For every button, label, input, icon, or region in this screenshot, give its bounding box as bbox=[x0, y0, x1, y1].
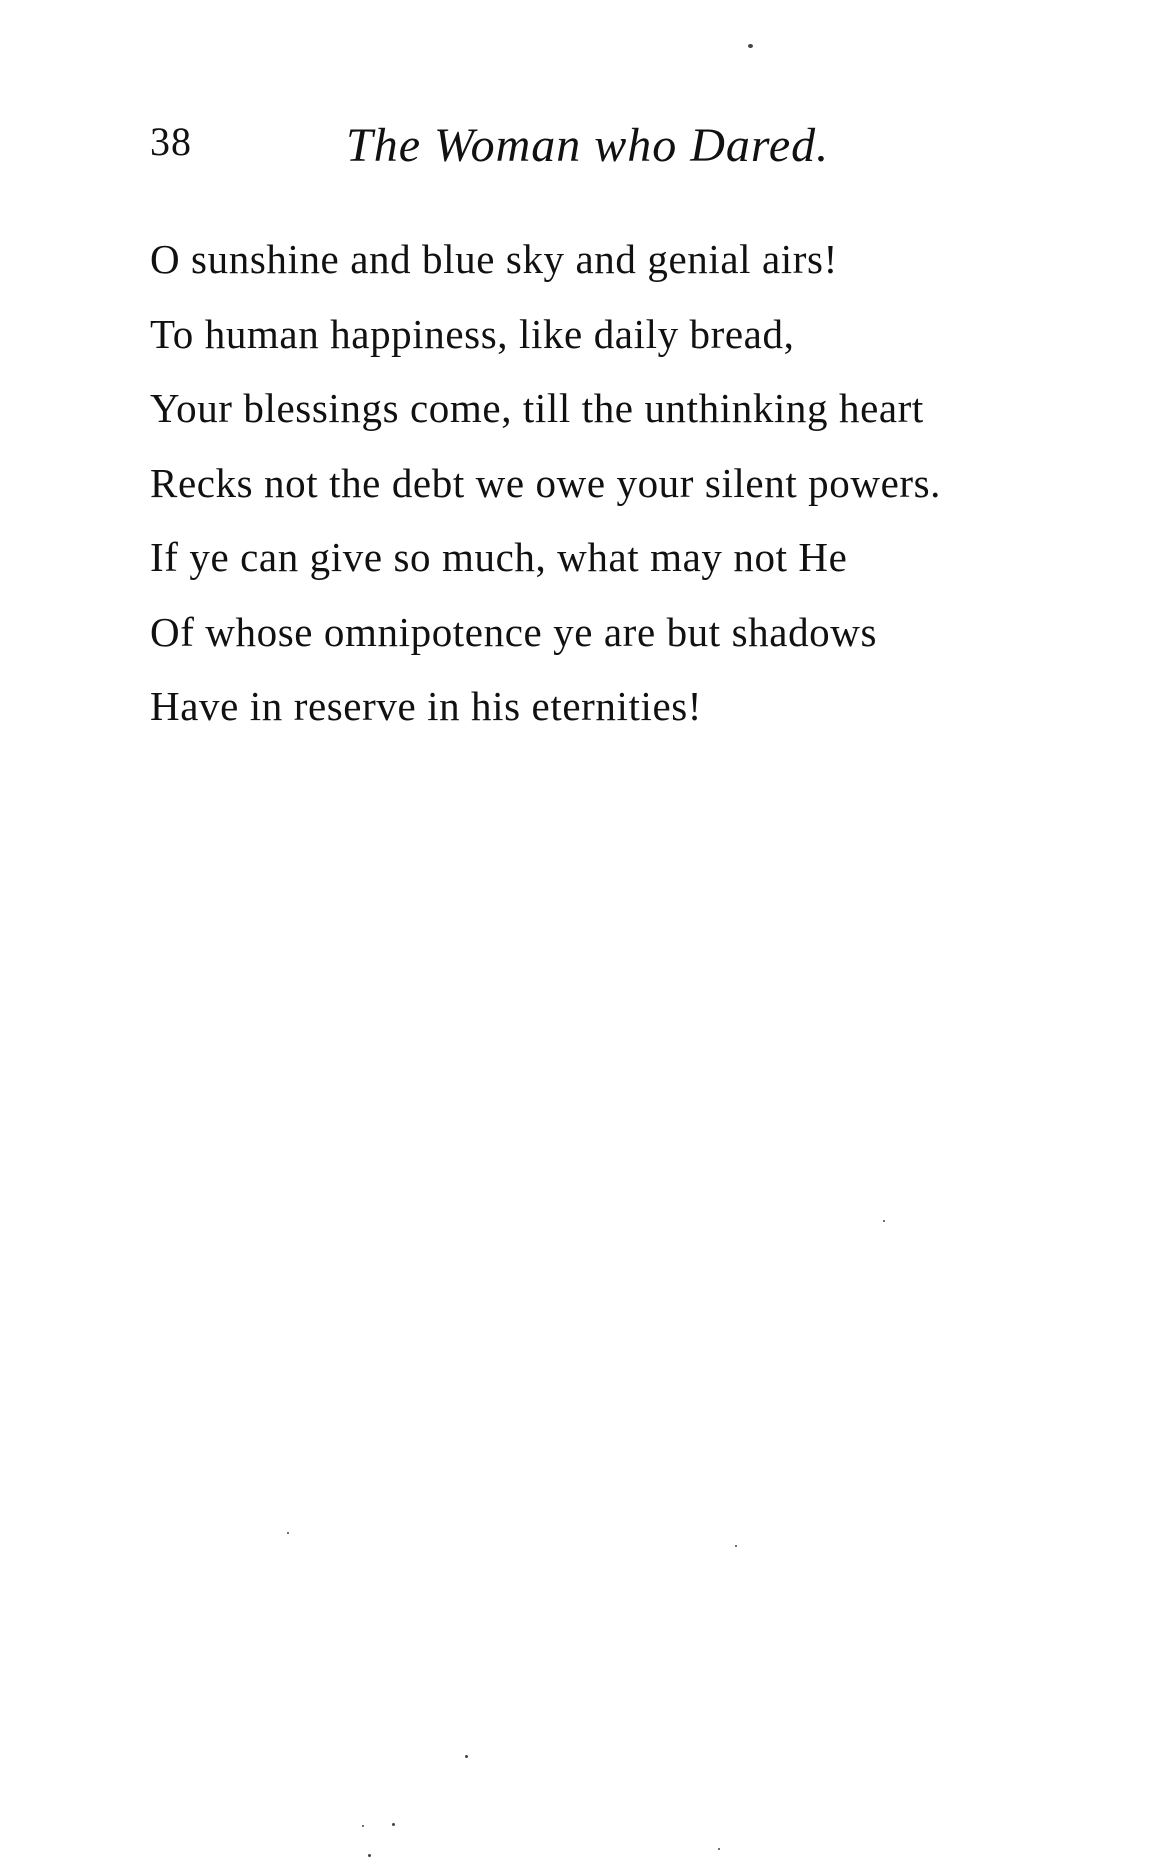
poem-line: If ye can give so much, what may not He bbox=[150, 534, 848, 580]
scan-speck bbox=[718, 1848, 720, 1850]
poem-line: Of whose omnipotence ye are but shadows bbox=[150, 608, 878, 655]
poem-line: Recks not the debt we owe your silent powers. bbox=[150, 459, 942, 506]
poem-line: To human happiness, like daily bread, bbox=[150, 310, 795, 357]
poem-line: Have in reserve in his eternities! bbox=[150, 683, 703, 729]
scan-speck bbox=[735, 1545, 737, 1547]
poem-body bbox=[150, 222, 1050, 744]
scan-speck bbox=[748, 44, 753, 48]
running-head bbox=[150, 118, 1050, 178]
scan-speck bbox=[465, 1755, 468, 1758]
page-number: 38 bbox=[150, 119, 192, 164]
poem-line: O sunshine and blue sky and genial airs! bbox=[150, 236, 838, 282]
scan-speck bbox=[883, 1220, 885, 1222]
running-title: The Woman who Dared. bbox=[346, 119, 830, 172]
poem-line: Your blessings come, till the unthinking heart bbox=[150, 385, 924, 431]
scan-speck bbox=[287, 1532, 289, 1534]
scan-speck bbox=[368, 1854, 371, 1857]
scan-speck bbox=[362, 1825, 364, 1827]
scan-speck bbox=[392, 1823, 395, 1826]
